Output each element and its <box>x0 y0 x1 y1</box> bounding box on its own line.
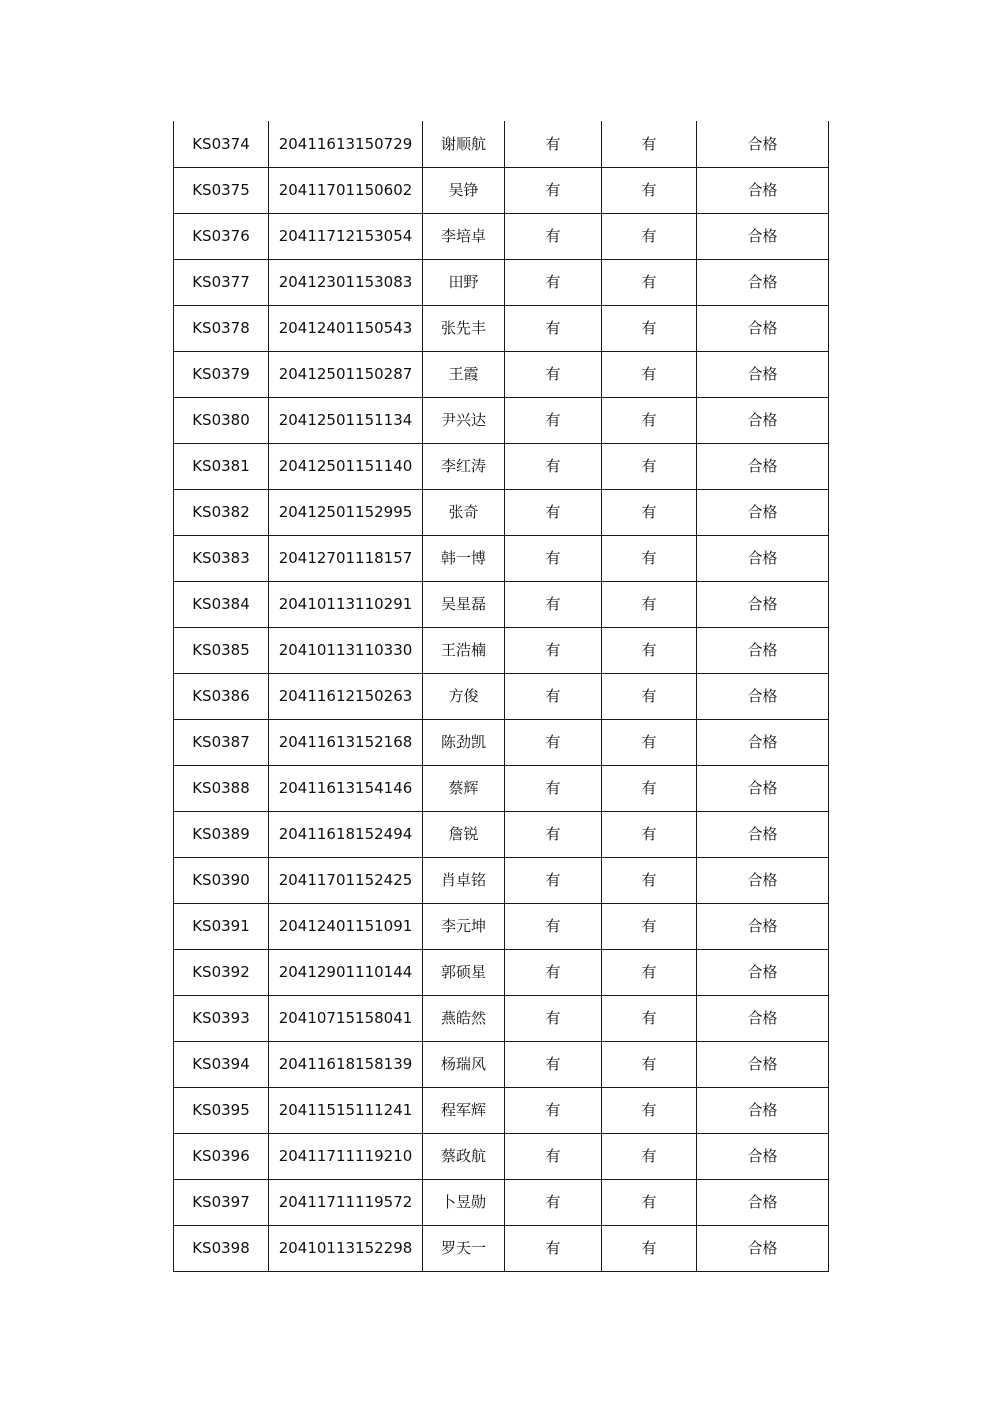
col-b-cell: 有 <box>602 214 697 260</box>
table-row <box>174 812 829 858</box>
col-b-cell: 有 <box>602 490 697 536</box>
candidate-code-cell: KS0376 <box>174 214 269 260</box>
col-a-cell: 有 <box>505 720 602 766</box>
col-b-cell: 有 <box>602 628 697 674</box>
col-a-cell: 有 <box>505 766 602 812</box>
col-a-cell: 有 <box>505 904 602 950</box>
exam-number-cell: 20411701150602 <box>269 168 423 214</box>
candidate-code-cell: KS0381 <box>174 444 269 490</box>
exam-number-cell: 20411515111241 <box>269 1088 423 1134</box>
col-b-cell: 有 <box>602 858 697 904</box>
candidate-code-cell: KS0377 <box>174 260 269 306</box>
candidate-code-cell: KS0387 <box>174 720 269 766</box>
result-cell: 合格 <box>697 904 829 950</box>
col-a-cell: 有 <box>505 950 602 996</box>
col-a-cell: 有 <box>505 1226 602 1272</box>
result-cell: 合格 <box>697 1180 829 1226</box>
table-row <box>174 1088 829 1134</box>
exam-number-cell: 20411618152494 <box>269 812 423 858</box>
table-row <box>174 352 829 398</box>
exam-number-cell: 20412501152995 <box>269 490 423 536</box>
exam-number-cell: 20412701118157 <box>269 536 423 582</box>
candidate-code-cell: KS0385 <box>174 628 269 674</box>
col-b-cell: 有 <box>602 536 697 582</box>
result-cell: 合格 <box>697 674 829 720</box>
exam-number-cell: 20412901110144 <box>269 950 423 996</box>
exam-number-cell: 20411701152425 <box>269 858 423 904</box>
candidate-code-cell: KS0388 <box>174 766 269 812</box>
candidate-name-cell: 王霞 <box>423 352 505 398</box>
col-b-cell: 有 <box>602 444 697 490</box>
table-row <box>174 214 829 260</box>
candidate-name-cell: 谢顺航 <box>423 121 505 168</box>
result-cell: 合格 <box>697 1134 829 1180</box>
table-row <box>174 858 829 904</box>
candidate-code-cell: KS0392 <box>174 950 269 996</box>
candidate-name-cell: 吴铮 <box>423 168 505 214</box>
candidate-code-cell: KS0382 <box>174 490 269 536</box>
table-row <box>174 674 829 720</box>
exam-number-cell: 20412501151140 <box>269 444 423 490</box>
table-row <box>174 168 829 214</box>
candidate-name-cell: 尹兴达 <box>423 398 505 444</box>
table-row <box>174 766 829 812</box>
col-a-cell: 有 <box>505 996 602 1042</box>
col-b-cell: 有 <box>602 260 697 306</box>
table-row <box>174 260 829 306</box>
col-b-cell: 有 <box>602 904 697 950</box>
candidate-name-cell: 杨瑞风 <box>423 1042 505 1088</box>
exam-number-cell: 20411618158139 <box>269 1042 423 1088</box>
col-a-cell: 有 <box>505 1134 602 1180</box>
table-row <box>174 904 829 950</box>
exam-number-cell: 20412501151134 <box>269 398 423 444</box>
col-b-cell: 有 <box>602 766 697 812</box>
col-b-cell: 有 <box>602 1042 697 1088</box>
col-a-cell: 有 <box>505 812 602 858</box>
candidate-code-cell: KS0379 <box>174 352 269 398</box>
col-a-cell: 有 <box>505 398 602 444</box>
col-b-cell: 有 <box>602 1134 697 1180</box>
col-a-cell: 有 <box>505 168 602 214</box>
col-a-cell: 有 <box>505 444 602 490</box>
result-cell: 合格 <box>697 490 829 536</box>
exam-number-cell: 20410113110291 <box>269 582 423 628</box>
result-cell: 合格 <box>697 306 829 352</box>
candidate-code-cell: KS0374 <box>174 121 269 168</box>
col-a-cell: 有 <box>505 214 602 260</box>
col-b-cell: 有 <box>602 582 697 628</box>
candidate-name-cell: 燕皓然 <box>423 996 505 1042</box>
candidate-code-cell: KS0396 <box>174 1134 269 1180</box>
roster-table-body <box>174 121 829 1272</box>
candidate-code-cell: KS0397 <box>174 1180 269 1226</box>
candidate-name-cell: 吴星磊 <box>423 582 505 628</box>
col-b-cell: 有 <box>602 996 697 1042</box>
result-cell: 合格 <box>697 766 829 812</box>
candidate-code-cell: KS0394 <box>174 1042 269 1088</box>
col-b-cell: 有 <box>602 950 697 996</box>
candidate-name-cell: 张奇 <box>423 490 505 536</box>
result-cell: 合格 <box>697 536 829 582</box>
col-b-cell: 有 <box>602 674 697 720</box>
table-row <box>174 1226 829 1272</box>
col-b-cell: 有 <box>602 306 697 352</box>
result-cell: 合格 <box>697 444 829 490</box>
exam-number-cell: 20410113110330 <box>269 628 423 674</box>
exam-number-cell: 20411612150263 <box>269 674 423 720</box>
candidate-code-cell: KS0389 <box>174 812 269 858</box>
result-cell: 合格 <box>697 950 829 996</box>
candidate-name-cell: 韩一博 <box>423 536 505 582</box>
result-cell: 合格 <box>697 858 829 904</box>
result-cell: 合格 <box>697 214 829 260</box>
candidate-code-cell: KS0391 <box>174 904 269 950</box>
result-cell: 合格 <box>697 398 829 444</box>
candidate-name-cell: 程军辉 <box>423 1088 505 1134</box>
exam-number-cell: 20412401151091 <box>269 904 423 950</box>
candidate-name-cell: 郭硕星 <box>423 950 505 996</box>
result-cell: 合格 <box>697 812 829 858</box>
col-b-cell: 有 <box>602 1088 697 1134</box>
exam-number-cell: 20412301153083 <box>269 260 423 306</box>
exam-number-cell: 20411712153054 <box>269 214 423 260</box>
col-a-cell: 有 <box>505 536 602 582</box>
table-row <box>174 996 829 1042</box>
candidate-name-cell: 蔡辉 <box>423 766 505 812</box>
candidate-name-cell: 陈劲凯 <box>423 720 505 766</box>
col-a-cell: 有 <box>505 260 602 306</box>
candidate-code-cell: KS0378 <box>174 306 269 352</box>
col-b-cell: 有 <box>602 720 697 766</box>
candidate-code-cell: KS0398 <box>174 1226 269 1272</box>
candidate-code-cell: KS0384 <box>174 582 269 628</box>
candidate-code-cell: KS0395 <box>174 1088 269 1134</box>
col-b-cell: 有 <box>602 168 697 214</box>
candidate-code-cell: KS0375 <box>174 168 269 214</box>
col-a-cell: 有 <box>505 858 602 904</box>
col-a-cell: 有 <box>505 306 602 352</box>
table-row <box>174 582 829 628</box>
candidate-code-cell: KS0380 <box>174 398 269 444</box>
result-cell: 合格 <box>697 996 829 1042</box>
table-row <box>174 1180 829 1226</box>
exam-number-cell: 20410113152298 <box>269 1226 423 1272</box>
exam-number-cell: 20412501150287 <box>269 352 423 398</box>
exam-number-cell: 20411613152168 <box>269 720 423 766</box>
candidate-name-cell: 张先丰 <box>423 306 505 352</box>
result-cell: 合格 <box>697 1042 829 1088</box>
table-row <box>174 1134 829 1180</box>
col-a-cell: 有 <box>505 628 602 674</box>
col-b-cell: 有 <box>602 398 697 444</box>
candidate-name-cell: 肖卓铭 <box>423 858 505 904</box>
col-a-cell: 有 <box>505 121 602 168</box>
candidate-code-cell: KS0390 <box>174 858 269 904</box>
exam-number-cell: 20410715158041 <box>269 996 423 1042</box>
candidate-name-cell: 田野 <box>423 260 505 306</box>
candidate-name-cell: 詹锐 <box>423 812 505 858</box>
col-b-cell: 有 <box>602 352 697 398</box>
col-a-cell: 有 <box>505 490 602 536</box>
table-row <box>174 720 829 766</box>
col-a-cell: 有 <box>505 582 602 628</box>
result-cell: 合格 <box>697 1088 829 1134</box>
exam-number-cell: 20411613154146 <box>269 766 423 812</box>
col-b-cell: 有 <box>602 1226 697 1272</box>
col-a-cell: 有 <box>505 1042 602 1088</box>
result-cell: 合格 <box>697 352 829 398</box>
candidate-name-cell: 李红涛 <box>423 444 505 490</box>
table-row <box>174 490 829 536</box>
exam-number-cell: 20411711119572 <box>269 1180 423 1226</box>
table-row <box>174 444 829 490</box>
table-row <box>174 950 829 996</box>
exam-number-cell: 20411613150729 <box>269 121 423 168</box>
exam-number-cell: 20411711119210 <box>269 1134 423 1180</box>
candidate-name-cell: 王浩楠 <box>423 628 505 674</box>
candidate-name-cell: 蔡政航 <box>423 1134 505 1180</box>
col-b-cell: 有 <box>602 121 697 168</box>
table-row <box>174 121 829 168</box>
candidate-name-cell: 罗天一 <box>423 1226 505 1272</box>
result-cell: 合格 <box>697 720 829 766</box>
result-cell: 合格 <box>697 582 829 628</box>
candidate-code-cell: KS0386 <box>174 674 269 720</box>
result-cell: 合格 <box>697 628 829 674</box>
table-row <box>174 398 829 444</box>
candidate-name-cell: 李培卓 <box>423 214 505 260</box>
col-a-cell: 有 <box>505 1180 602 1226</box>
table-row <box>174 1042 829 1088</box>
col-b-cell: 有 <box>602 812 697 858</box>
result-cell: 合格 <box>697 168 829 214</box>
col-a-cell: 有 <box>505 1088 602 1134</box>
result-cell: 合格 <box>697 121 829 168</box>
result-cell: 合格 <box>697 260 829 306</box>
candidate-code-cell: KS0383 <box>174 536 269 582</box>
table-row <box>174 306 829 352</box>
table-row <box>174 628 829 674</box>
candidate-name-cell: 方俊 <box>423 674 505 720</box>
exam-number-cell: 20412401150543 <box>269 306 423 352</box>
roster-table <box>173 121 829 1272</box>
candidate-name-cell: 李元坤 <box>423 904 505 950</box>
col-a-cell: 有 <box>505 352 602 398</box>
candidate-code-cell: KS0393 <box>174 996 269 1042</box>
col-a-cell: 有 <box>505 674 602 720</box>
col-b-cell: 有 <box>602 1180 697 1226</box>
candidate-name-cell: 卜昱勋 <box>423 1180 505 1226</box>
result-cell: 合格 <box>697 1226 829 1272</box>
table-row <box>174 536 829 582</box>
